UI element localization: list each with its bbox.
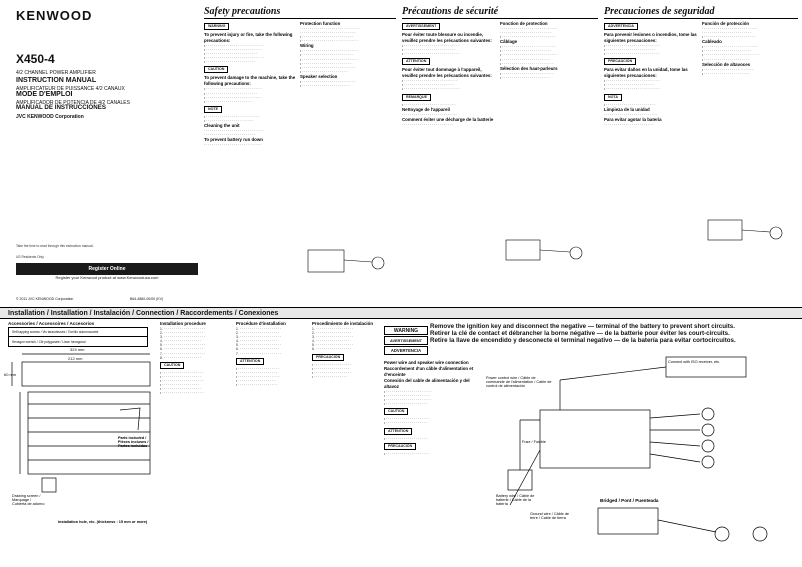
accessory-name: Hexagon wrench / Clé polygonale / Llave hexagonal xyxy=(12,339,86,344)
document-code: B64-4860-00/00 (KV) xyxy=(130,297,164,301)
connection-warning-en: Remove the ignition key and disconnect the negative — terminal of the battery to prevent short circuits. xyxy=(430,323,735,330)
batterie-heading: Comment éviter une décharge de la batterie xyxy=(402,116,494,122)
bridged-label: Bridged / Pont / Puenteada xyxy=(600,498,659,503)
seguridad-warning-heading: Para prevenir lesiones o incendios, tome las siguientes precauciones: xyxy=(604,32,697,43)
procedure-body-text: 1. · · · · · · · · · · · · · · · · · · · · · 2. · · · · · · · · · · · · · · · · · · · · 3. · · · · · · · · · · · · · · · · · · · · · 4. · · · · · · · · · · · · · · · · · · · 5. · · · · · · · · · · · · · · · · · · · · · 6. · · · · · · · · · · · · · · · · · · · · 7. · · · · · · · · · · · · · · · · · · · · · 8. · · · · · · · · · · · · · · · · · · · xyxy=(160,327,206,360)
dimension-height: 60 mm xyxy=(4,372,17,377)
installation-hole-note: Installation hole, etc. (thickness : 15 mm or more) xyxy=(58,520,148,524)
securite-body-text: • · · · · · · · · · · · · · · · · · · · · · · · · · · xyxy=(402,102,456,107)
drawing-screen-box xyxy=(42,478,56,492)
securite-body-text: • · · · · · · · · · · · · · · · · · · · · · · · · · · • · · · · · · · · · · · · · · · · · · · · · · · · xyxy=(500,71,554,80)
proteccion-heading: Función de protección xyxy=(702,21,750,26)
bridged-amp-box xyxy=(598,508,658,534)
divider xyxy=(204,18,396,19)
precaucion-tag: PRECAUCIÓN xyxy=(384,443,416,450)
procedure-en-heading: Installation procedure xyxy=(160,321,206,326)
securite-body-text: • · · · · · · · · · · · · · · · · · · · · · · · · · · · • · · · · · · · · · · · · · · · · · · · · · · · · · • · · · · · · · · · · · · · · · · · · · · · · · · · · · · • · · · · · · · · · · · · · · · · · · · · · · · · • · · · · · · · · · · · · · · · · · · · · · · · · · · xyxy=(500,45,558,66)
power-control-wire xyxy=(560,367,666,380)
nota-tag: NOTA xyxy=(604,94,622,101)
note-tag: NOTE xyxy=(204,106,222,113)
securite-body-text: · · · · · · · · · · · · · · · · · · · · · · · · · · xyxy=(402,122,454,127)
warning-tag: WARNING xyxy=(204,23,229,30)
safety-body-text: • · · · · · · · · · · · · · · · · · · · · · · · · · · · · · • · · · · · · · · · · · · · · · · · · · · · · · · · · · · • · · · · · · · · · · · · · · · · · · · · · · · · · · • · · · · · · · · · · · · · · · · · · · · · · · · · · · · · • · · · · · · · · · · · · · · · · · · · · · · · · · xyxy=(204,44,264,65)
safety-warning-heading: To prevent injury or fire, take the following precautions: xyxy=(204,32,293,43)
securite-warning-heading: Pour éviter toute blessure ou incendie, veuillez prendre les précautions suivantes: xyxy=(402,32,492,43)
divider xyxy=(402,18,598,19)
speaker-front-right xyxy=(702,424,714,436)
connection-warning-fr: Retirer la clé de contact et débrancher la borne négative — de la batterie pour éviter les court-circuits. xyxy=(430,330,730,337)
procedure-body-text: • · · · · · · · · · · · · · · · · · · · • · · · · · · · · · · · · · · · · · · • · · · · · · · · · · · · · · · · · · · • · · · · · · · · · · · · · · · · · xyxy=(312,362,352,379)
safety-col-1 xyxy=(204,21,296,303)
procedure-es xyxy=(312,321,380,565)
safety-body-text: • · · · · · · · · · · · · · · · · · · · · · · · · · · · · • · · · · · · · · · · · · · · · · · · · · · · · · · · • · · · · · · · · · · · · · · · · · · · · · · · · · · · · • · · · · · · · · · · · · · · · · · · · · · · · xyxy=(204,87,262,104)
seguridad-body-text: · · · · · · · · · · · · · · · · · · · · · · · · · · · xyxy=(604,112,658,117)
attention-tag: ATTENTION xyxy=(236,358,264,365)
connection-body-text: • · · · · · · · · · · · · · · · · · · · · · xyxy=(384,436,428,441)
seguridad-col-2 xyxy=(702,21,798,303)
precaucion-tag: PRECAUCIÓN xyxy=(312,354,344,361)
speaker-rear-left xyxy=(702,440,714,452)
wiring-heading: Wiring xyxy=(300,43,314,49)
procedure-body-text: • · · · · · · · · · · · · · · · · · · · · · • · · · · · · · · · · · · · · · · · · · · • · · · · · · · · · · · · · · · · · · · · · • · · · · · · · · · · · · · · · · · · · • · · · · · · · · · · · · · · · · · · · · xyxy=(236,366,280,388)
bridged-speaker xyxy=(753,527,767,541)
seguridad-caution-heading: Para evitar daños en la unidad, tome las siguientes precauciones: xyxy=(604,67,688,79)
dimension-width: 324 mm xyxy=(70,347,85,352)
divider xyxy=(604,18,798,19)
ps-heading-es: Conexión del cable de alimentación y del altavoz xyxy=(384,378,470,389)
securite-caution-heading: Pour éviter tout dommage à l'appareil, veuillez prendre les précautions suivantes: xyxy=(402,67,492,79)
warning-tag: WARNING xyxy=(384,326,428,335)
speaker-wire xyxy=(650,442,700,446)
battery-box xyxy=(508,470,532,490)
amp-top-outline xyxy=(22,362,150,386)
seguridad-body-text: • · · · · · · · · · · · · · · · · · · · · · · · · · xyxy=(604,102,656,107)
ps-heading-en: Power wire and speaker wire connection xyxy=(384,360,469,365)
battery-wire-label: Battery wire / Câble de batterie / Cable de la batería xyxy=(496,494,535,506)
speaker-wire xyxy=(650,414,700,418)
accessory-name: Self-tapping screws / Vis taraudeuses / Tornillo autorroscante xyxy=(12,330,99,334)
speaker-front-left xyxy=(702,408,714,420)
avertissement-tag: AVERTISSEMENT xyxy=(384,336,428,345)
limpieza-heading: Limpieza de la unidad xyxy=(604,106,650,112)
us-only-note: US Residents Only xyxy=(16,255,44,259)
procedure-body-text: • · · · · · · · · · · · · · · · · · · · · · • · · · · · · · · · · · · · · · · · · · · • · · · · · · · · · · · · · · · · · · · · · • · · · · · · · · · · · · · · · · · · · • · · · · · · · · · · · · · · · · · · · · • · · · · · · · · · · · · · · · · · · · · · xyxy=(160,370,204,396)
precaucion-tag: PRECAUCIÓN xyxy=(604,58,636,65)
caution-tag: CAUTION xyxy=(384,408,408,415)
cleaning-heading: Cleaning the unit xyxy=(204,123,240,129)
advertencia-tag: ADVERTENCIA xyxy=(604,23,638,30)
safety-body-text: · · · · · · · · · · · · · · · · · · · · · · · · · · · · · xyxy=(204,143,262,148)
safety-body-text: • · · · · · · · · · · · · · · · · · · · · · · · · · · · • · · · · · · · · · · · · · · · · · · · · · · · · xyxy=(204,114,260,123)
remarque-tag: REMARQUE xyxy=(402,94,431,101)
connection-body-text: • · · · · · · · · · · · · · · · · · · · · · · • · · · · · · · · · · · · · · · · · · · · · xyxy=(384,417,430,426)
altavoces-heading: Selección de altavoces xyxy=(702,61,751,67)
fuse-label: Fuse / Fusible xyxy=(522,440,546,444)
seguridad-body-text: · · · · · · · · · · · · · · · · · · · · · · · · · xyxy=(604,122,654,127)
accessory-row xyxy=(9,337,147,346)
accessories-heading: Accessories / Accessoires / Accesorios xyxy=(8,321,95,326)
accessories-table xyxy=(8,327,148,347)
manual-title-fr: MODE D'EMPLOI xyxy=(16,91,73,98)
amp-side-outline xyxy=(28,392,150,474)
seguridad-body-text: • · · · · · · · · · · · · · · · · · · · · · · · · · · · • · · · · · · · · · · · · · · · · · · · · · · · · • · · · · · · · · · · · · · · · · · · · · · · · · · · · xyxy=(604,79,660,92)
manual-title-en: INSTRUCTION MANUAL xyxy=(16,77,97,84)
protection-fr-heading: Fonction de protection xyxy=(500,21,548,26)
bridged-speaker xyxy=(715,527,729,541)
securite-col-1 xyxy=(402,21,496,303)
attention-tag: ATTENTION xyxy=(402,58,430,65)
speaker-wire xyxy=(650,454,700,462)
safety-body-text: • · · · · · · · · · · · · · · · · · · · · · · · · · · · • · · · · · · · · · · · · · · · · · · · · · · · · xyxy=(300,79,356,89)
procedure-es-heading: Procedimiento de instalación xyxy=(312,321,373,326)
product-type-es: AMPLIFICADOR DE POTENCIA DE 4/2 CANALES xyxy=(16,100,130,106)
seguridad-body-text: • · · · · · · · · · · · · · · · · · · · · · · · · · · · • · · · · · · · · · · · · · · · · · · · · · · · · • · · · · · · · · · · · · · · · · · · · · · · · · · · · · • · · · · · · · · · · · · · · · · · · · · · · · xyxy=(702,45,760,62)
advertencia-tag: ADVERTENCIA xyxy=(384,346,428,355)
cableado-heading: Cableado xyxy=(702,39,722,45)
nettoyage-heading: Nettoyage de l'appareil xyxy=(402,106,450,112)
hp-heading: Sélection des haut-parleurs xyxy=(500,65,558,71)
securite-body-text: · · · · · · · · · · · · · · · · · · · · · · · · · · · · · · · · · · · · · · · · · · · · · · · · · · · · · · · • · · · · · · · · · · · · · · · · · · · · · · · · · · · xyxy=(500,27,558,40)
safety-caution-heading: To prevent damage to the machine, take the following precautions: xyxy=(204,75,296,87)
connection-body-text: • · · · · · · · · · · · · · · · · · · · · · · · • · · · · · · · · · · · · · · · · · · · · · · • · · · · · · · · · · · · · · · · · · · · · · · • · · · · · · · · · · · · · · · · · · · · · xyxy=(384,390,432,407)
ps-heading-fr: Raccordement d'un câble d'alimentation et d'enceinte xyxy=(384,366,474,377)
speaker-heading: Speaker selection xyxy=(300,73,338,79)
manual-title-es: MANUAL DE INSTRUCCIONES xyxy=(16,104,106,111)
caution-tag: CAUTION xyxy=(204,66,228,73)
protection-heading: Protection function xyxy=(300,21,341,26)
avertissement-tag: AVERTISSEMENT xyxy=(402,23,440,30)
ground-wire-label: Ground wire / Câble de terre / Cable de tierra xyxy=(530,512,570,520)
speaker-rear-right xyxy=(702,456,714,468)
parts-leader-line xyxy=(120,408,140,430)
safety-body-text: • · · · · · · · · · · · · · · · · · · · · · · · · · · · · • · · · · · · · · · · · · · · · · · · · · · · · · · · • · · · · · · · · · · · · · · · · · · · · · · · · · · · · • · · · · · · · · · · · · · · · · · · · · · · · · · • · · · · · · · · · · · · · · · · · · · · · · · · · · · • · · · · · · · · · · · · · · · · · · · · · · · xyxy=(300,49,358,74)
bateria-heading: Para evitar agotar la batería xyxy=(604,116,662,122)
seguridad-body-text: • · · · · · · · · · · · · · · · · · · · · · · · · · • · · · · · · · · · · · · · · · · · · · · · · · xyxy=(702,67,754,76)
safety-body-text: · · · · · · · · · · · · · · · · · · · · · · · · · · · · · · · · · · · · · · · · · · · · · · · · · · · · · · · · · · • · · · · · · · · · · · · · · · · · · · · · · · · · · • · · · · · · · · · · · · · · · · · · · · · · · · · · · · xyxy=(300,27,360,44)
attention-tag: ATTENTION xyxy=(384,428,412,435)
connection-body-text: • · · · · · · · · · · · · · · · · · · · · · · xyxy=(384,451,430,456)
section-title-securite: Précautions de sécurité xyxy=(402,6,499,17)
accessory-row xyxy=(9,328,147,337)
safety-body-text: · · · · · · · · · · · · · · · · · · · · · · · · · · · · · · · · · · · · · · · · · · · · · · · · · · · · · · · · xyxy=(204,129,264,138)
cablage-heading: Câblage xyxy=(500,39,518,45)
amplifier-box xyxy=(540,410,650,468)
bridged-speaker-wire xyxy=(658,520,716,532)
procedure-fr-heading: Procédure d'installation xyxy=(236,321,286,326)
product-type: 4/2 CHANNEL POWER AMPLIFIER xyxy=(16,70,96,76)
procedure-body-text: 1. · · · · · · · · · · · · · · · · · · · 2. · · · · · · · · · · · · · · · · · · 3. · · · · · · · · · · · · · · · · · · · 4. · · · · · · · · · · · · · · · · · 5. · · · · · · · · · · · · · · · · · · · 6. · · · · · · · · · · · · · · · · · · xyxy=(312,327,354,352)
drawing-screen-label: Drawing screen / Marquage / Cubierta de adorno xyxy=(12,494,45,506)
caution-tag: CAUTION xyxy=(160,362,184,369)
securite-body-text: · · · · · · · · · · · · · · · · · · · · · · · · · · · · xyxy=(402,112,458,117)
power-control-label: Power control wire / Câble de commande de l'alimentation / Cable de control de alimentación xyxy=(486,376,552,388)
seguridad-body-text: • · · · · · · · · · · · · · · · · · · · · · · · · · · · • · · · · · · · · · · · · · · · · · · · · · · · · · • · · · · · · · · · · · · · · · · · · · · · · · · · · · xyxy=(604,44,660,57)
connection-warning xyxy=(430,323,796,344)
section-title-seguridad: Precauciones de seguridad xyxy=(604,6,715,17)
connection-notes xyxy=(384,360,474,565)
model-number: X450-4 xyxy=(16,52,55,66)
corp-name: JVC KENWOOD Corporation xyxy=(16,114,84,120)
seguridad-body-text: · · · · · · · · · · · · · · · · · · · · · · · · · · · · · · · · · · · · · · · · · · · · · · · · · · · · · • · · · · · · · · · · · · · · · · · · · · · · · · · · xyxy=(702,27,758,40)
car-stereo-label: Connect with ISO receiver, etc. xyxy=(668,360,721,364)
procedure-en xyxy=(160,321,232,565)
brand-logo: KENWOOD xyxy=(16,8,93,23)
procedure-fr xyxy=(236,321,308,565)
securite-body-text: • · · · · · · · · · · · · · · · · · · · · · · · · · · · · • · · · · · · · · · · · · · · · · · · · · · · · · · · • · · · · · · · · · · · · · · · · · · · · · · · · · · · · xyxy=(402,44,460,57)
seguridad-col-1 xyxy=(604,21,698,303)
procedure-body-text: 1. · · · · · · · · · · · · · · · · · · · · · 2. · · · · · · · · · · · · · · · · · · · · 3. · · · · · · · · · · · · · · · · · · · · · 4. · · · · · · · · · · · · · · · · · · · 5. · · · · · · · · · · · · · · · · · · · · · 6. · · · · · · · · · · · · · · · · · · · · 7. · · · · · · · · · · · · · · · · · · · · · xyxy=(236,327,282,356)
register-online-url[interactable]: Register your Kenwood product at www.Kenwoodusa.com xyxy=(55,275,159,280)
securite-col-2 xyxy=(500,21,598,303)
battery-heading: To prevent battery run down xyxy=(204,137,263,143)
parts-included-label: Parts included / Pièces incluses / Partes incluidas xyxy=(118,436,149,448)
section-title-safety: Safety precautions xyxy=(204,6,281,17)
installation-section-band: Installation / Installation / Instalación / Connection / Raccordements / Conexiones xyxy=(0,307,802,319)
register-online-button[interactable]: Register Online xyxy=(16,263,198,275)
read-manual-note: Take the time to read through this instruction manual. xyxy=(16,244,94,248)
dimension-depth: 212 mm xyxy=(68,356,83,361)
copyright: © 2011 JVC KENWOOD Corporation xyxy=(16,297,74,301)
connection-warning-es: Retire la llave de encendido y desconecte el terminal negativo — de la batería para evitar cortocircuitos. xyxy=(430,337,736,344)
amplifier-dimension-drawing xyxy=(12,354,150,492)
securite-body-text: • · · · · · · · · · · · · · · · · · · · · · · · · · · · • · · · · · · · · · · · · · · · · · · · · · · · · · • · · · · · · · · · · · · · · · · · · · · · · · · · · · · xyxy=(402,79,460,92)
safety-col-2 xyxy=(300,21,396,303)
product-type-fr: AMPLIFICATEUR DE PUISSANCE 4/2 CANAUX xyxy=(16,86,125,92)
